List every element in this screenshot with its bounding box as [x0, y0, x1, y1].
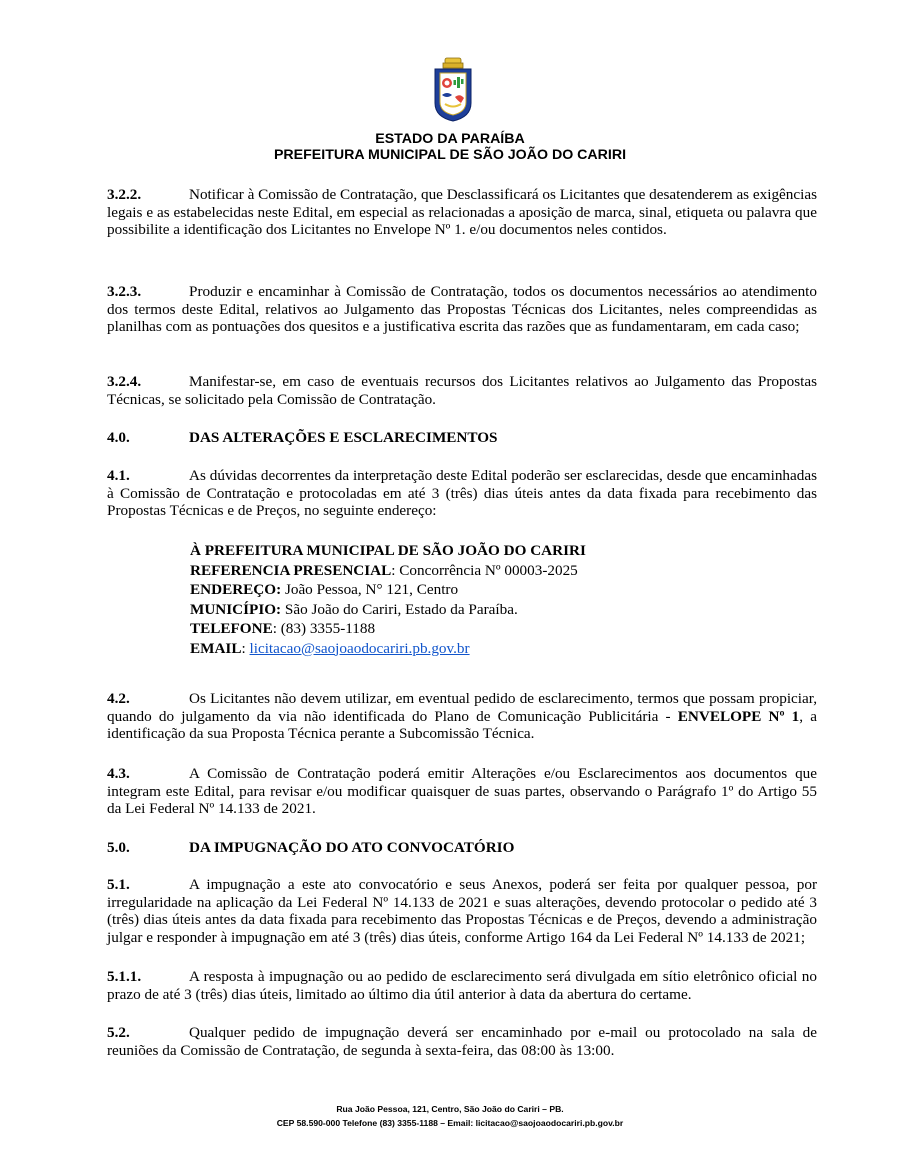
clause-5-1	[107, 876, 817, 946]
clause-text: As dúvidas decorrentes da interpretação deste Edital poderão ser esclarecidas, desde que encaminhadas à Comissão de Contratação e protocoladas em até 3 (três) dias úteis antes da data fixada para recebimento das Propostas Técnicas e de Preços, no seguinte endereço:	[107, 467, 817, 519]
address-email: EMAIL: licitacao@saojoaodocariri.pb.gov.br	[190, 639, 470, 657]
footer-contact: CEP 58.590-000 Telefone (83) 3355-1188 – Email: licitacao@saojoaodocariri.pb.gov.br	[276, 1118, 624, 1128]
clause-4-1	[107, 467, 817, 520]
clause-number: 3.2.3.	[107, 283, 142, 300]
address-recipient: À PREFEITURA MUNICIPAL DE SÃO JOÃO DO CARIRI	[190, 542, 586, 559]
clause-text: Manifestar-se, em caso de eventuais recursos dos Licitantes relativos ao Julgamento das Propostas Técnicas, se solicitado pela Comissão de Contratação.	[107, 373, 817, 408]
address-phone: TELEFONE: (83) 3355-1188	[190, 620, 376, 637]
clause-text: Produzir e encaminhar à Comissão de Contratação, todos os documentos necessários ao atendimento dos termos deste Edital, relativos ao Julgamento das Propostas Técnicas dos Licitantes, neles compreendidas as planilhas com as pontuações dos quesitos e a justificativa escrita das razões que as fundamentaram, em cada caso;	[107, 283, 817, 335]
clause-text: A resposta à impugnação ou ao pedido de esclarecimento será divulgada em sítio eletrônico oficial no prazo de até 3 (três) dias úteis, limitado ao último dia útil anterior à data da abertura do certame.	[107, 968, 817, 1003]
coat-of-arms-icon	[431, 57, 475, 123]
envelope-label: ENVELOPE Nº 1	[677, 707, 800, 725]
clause-3-2-3	[107, 283, 817, 336]
section-number: 5.0.	[107, 839, 130, 856]
clause-3-2-2	[107, 186, 817, 239]
footer-address: Rua João Pessoa, 121, Centro, São João do Cariri – PB.	[336, 1104, 564, 1114]
state-heading: ESTADO DA PARAÍBA	[375, 131, 525, 147]
clause-text: A impugnação a este ato convocatório e seus Anexos, poderá ser feita por qualquer pessoa, por irregularidade na aplicação da Lei Federal Nº 14.133 de 2021 e suas alterações, devendo protocolar o pedido até 3 (três) dias úteis antes da data fixada para recebimento das Propostas Técnicas e de Preços, devendo a administração julgar e responder à impugnação em até 3 (três) dias úteis, conforme Artigo 164 da Lei Federal Nº 14.133 de 2021;	[107, 876, 817, 946]
clause-number: 5.1.1.	[107, 968, 142, 985]
municipality-heading: PREFEITURA MUNICIPAL DE SÃO JOÃO DO CARIRI	[273, 147, 627, 163]
clause-number: 3.2.2.	[107, 186, 142, 203]
section-5-0	[107, 839, 817, 857]
clause-text: Qualquer pedido de impugnação deverá ser encaminhado por e-mail ou protocolado na sala de reuniões da Comissão de Contratação, de segunda à sexta-feira, das 08:00 às 13:00.	[107, 1024, 817, 1059]
clause-number: 4.3.	[107, 765, 130, 782]
section-title: DA IMPUGNAÇÃO DO ATO CONVOCATÓRIO	[189, 839, 515, 856]
section-number: 4.0.	[107, 429, 130, 446]
clause-5-1-1	[107, 968, 817, 1003]
clause-number: 5.1.	[107, 876, 130, 893]
address-block	[190, 541, 790, 658]
clause-number: 4.2.	[107, 690, 130, 707]
email-link[interactable]: licitacao@saojoaodocariri.pb.gov.br	[249, 639, 470, 657]
address-reference: REFERENCIA PRESENCIAL: Concorrência Nº 00003-2025	[190, 561, 578, 579]
clause-4-3	[107, 765, 817, 818]
clause-number: 4.1.	[107, 467, 130, 484]
clause-5-2	[107, 1024, 817, 1059]
clause-text: Notificar à Comissão de Contratação, que Desclassificará os Licitantes que desatenderem as exigências legais e as estabelecidas neste Edital, em especial as relacionadas a aposição de marca, sinal, etiqueta ou palavra que possibilite a identificação dos Licitantes no Envelope Nº 1. e/ou documentos neles contidos.	[107, 186, 817, 238]
clause-text: A Comissão de Contratação poderá emitir Alterações e/ou Esclarecimentos aos documentos que integram este Edital, para revisar e/ou modificar quaisquer de suas partes, observando o Parágrafo 1º do Artigo 55 da Lei Federal Nº 14.133 de 2021.	[107, 765, 817, 817]
clause-3-2-4	[107, 373, 817, 408]
clause-number: 5.2.	[107, 1024, 130, 1041]
address-city: MUNICÍPIO: São João do Cariri, Estado da Paraíba.	[190, 600, 518, 618]
clause-4-2: 4.2. Os Licitantes não devem utilizar, em eventual pedido de esclarecimento, termos que possam propiciar, quando do julgamento da via não identificada do Plano de Comunicação Publicitária - ENVELOPE Nº 1, a identificação da sua Proposta Técnica perante a Subcomissão Técnica.	[107, 690, 817, 742]
address-street: ENDEREÇO: João Pessoa, N° 121, Centro	[190, 581, 459, 598]
section-4-0	[107, 429, 817, 447]
section-title: DAS ALTERAÇÕES E ESCLARECIMENTOS	[189, 429, 498, 446]
clause-number: 3.2.4.	[107, 373, 142, 390]
